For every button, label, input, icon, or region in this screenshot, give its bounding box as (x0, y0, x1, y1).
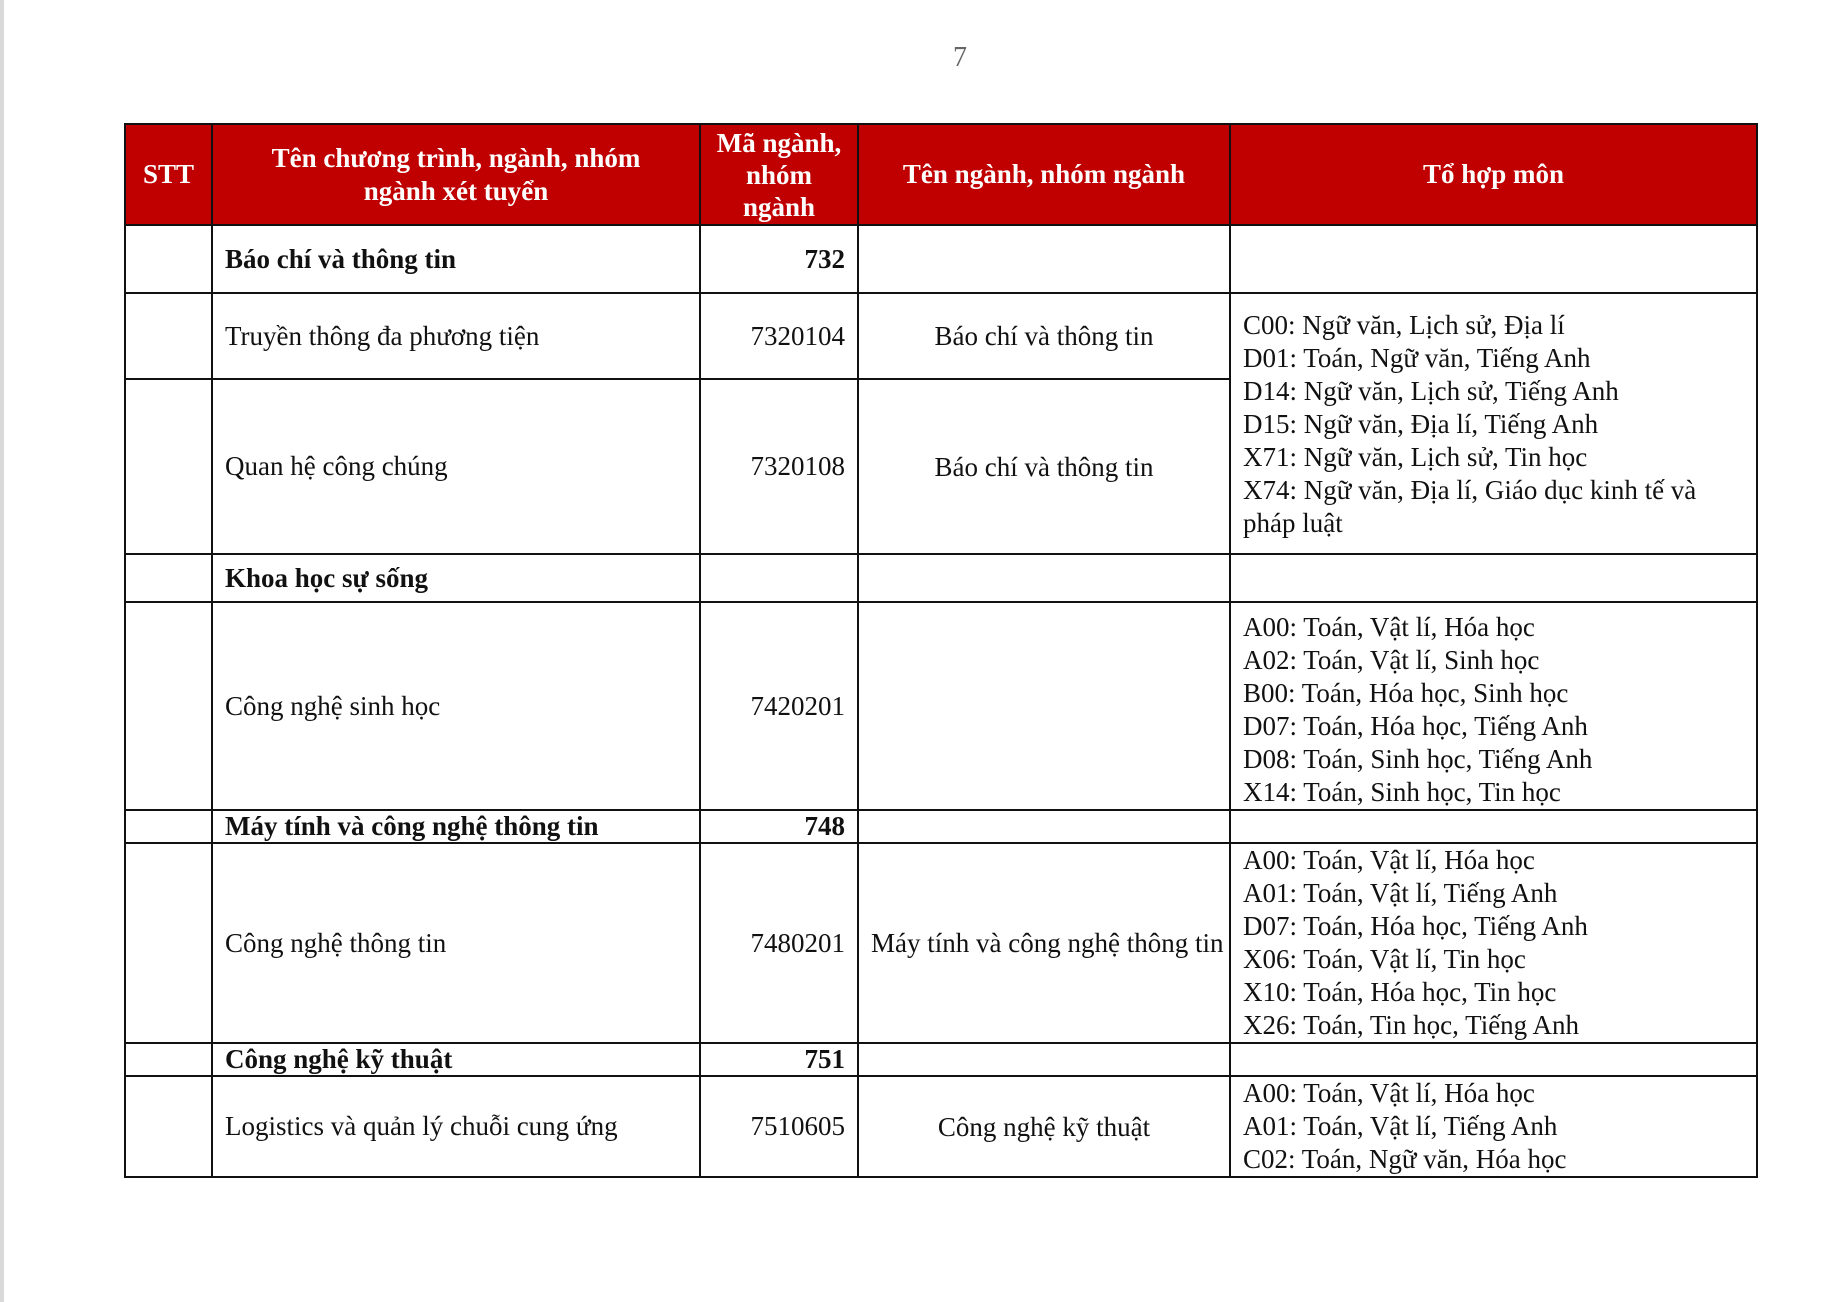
cell-group (858, 225, 1230, 293)
cell-program-name: Truyền thông đa phương tiện (212, 293, 700, 379)
cell-program-name: Máy tính và công nghệ thông tin (212, 810, 700, 843)
cell-combos (1230, 602, 1757, 810)
combo-item: X71: Ngữ văn, Lịch sử, Tin học (1243, 442, 1588, 472)
page-number: 7 (953, 42, 967, 73)
cell-code: 7320104 (700, 293, 858, 379)
cell-stt (125, 843, 212, 1043)
combo-item: A00: Toán, Vật lí, Hóa học (1243, 1078, 1535, 1108)
combo-item: X26: Toán, Tin học, Tiếng Anh (1243, 1010, 1579, 1040)
cell-code: 7320108 (700, 379, 858, 554)
combo-item: X14: Toán, Sinh học, Tin học (1243, 777, 1561, 807)
combo-item: B00: Toán, Hóa học, Sinh học (1243, 678, 1569, 708)
cell-group (858, 554, 1230, 602)
combo-item: X06: Toán, Vật lí, Tin học (1243, 944, 1526, 974)
header-code-line2: nhóm (745, 159, 813, 190)
cell-code: 748 (700, 810, 858, 843)
cell-stt (125, 810, 212, 843)
combo-item: D15: Ngữ văn, Địa lí, Tiếng Anh (1243, 409, 1599, 439)
admission-table (124, 123, 1758, 1178)
combo-item: A00: Toán, Vật lí, Hóa học (1243, 845, 1535, 875)
header-program (212, 124, 700, 225)
table-row (125, 602, 1757, 810)
table-row (125, 1076, 1757, 1177)
cell-program-name: Khoa học sự sống (212, 554, 700, 602)
combo-item: D08: Toán, Sinh học, Tiếng Anh (1243, 744, 1593, 774)
cell-stt (125, 602, 212, 810)
combo-item: A00: Toán, Vật lí, Hóa học (1243, 612, 1535, 642)
cell-code: 732 (700, 225, 858, 293)
cell-combos (1230, 1043, 1757, 1076)
combo-item: D07: Toán, Hóa học, Tiếng Anh (1243, 711, 1588, 741)
table-row-category (125, 810, 1757, 843)
combo-item: A01: Toán, Vật lí, Tiếng Anh (1243, 878, 1558, 908)
cell-code (700, 554, 858, 602)
cell-code: 751 (700, 1043, 858, 1076)
table-row (125, 843, 1757, 1043)
cell-program-name: Logistics và quản lý chuỗi cung ứng (212, 1076, 700, 1177)
table-row-category (125, 554, 1757, 602)
cell-group: Máy tính và công nghệ thông tin (858, 843, 1230, 1043)
cell-stt (125, 379, 212, 554)
cell-program-name: Quan hệ công chúng (212, 379, 700, 554)
header-group: Tên ngành, nhóm ngành (858, 124, 1230, 225)
header-combos: Tổ hợp môn (1230, 124, 1757, 225)
table-row (125, 293, 1757, 379)
cell-program-name: Công nghệ kỹ thuật (212, 1043, 700, 1076)
combo-item: C02: Toán, Ngữ văn, Hóa học (1243, 1144, 1567, 1174)
combo-item: A01: Toán, Vật lí, Tiếng Anh (1243, 1111, 1558, 1141)
cell-program-name: Báo chí và thông tin (212, 225, 700, 293)
cell-stt (125, 293, 212, 379)
combo-item: A02: Toán, Vật lí, Sinh học (1243, 645, 1540, 675)
cell-group (858, 602, 1230, 810)
cell-group (858, 810, 1230, 843)
combo-item: D14: Ngữ văn, Lịch sử, Tiếng Anh (1243, 376, 1619, 406)
cell-combos (1230, 843, 1757, 1043)
cell-combos (1230, 225, 1757, 293)
cell-program-name: Công nghệ sinh học (212, 602, 700, 810)
cell-combos (1230, 810, 1757, 843)
cell-stt (125, 1043, 212, 1076)
header-program-line2: ngành xét tuyển (363, 175, 549, 206)
cell-program-name: Công nghệ thông tin (212, 843, 700, 1043)
cell-stt (125, 554, 212, 602)
header-code (700, 124, 858, 225)
cell-group: Báo chí và thông tin (858, 379, 1230, 554)
header-program-line1: Tên chương trình, ngành, nhóm (271, 142, 641, 173)
cell-group: Công nghệ kỹ thuật (858, 1076, 1230, 1177)
page-edge (0, 0, 4, 1302)
cell-stt (125, 225, 212, 293)
header-code-line3: ngành (742, 191, 816, 222)
cell-combos (1230, 554, 1757, 602)
combo-item: X74: Ngữ văn, Địa lí, Giáo dục kinh tế và pháp luật (1243, 475, 1697, 538)
header-stt: STT (125, 124, 212, 225)
cell-combos (1230, 1076, 1757, 1177)
table-row-category (125, 225, 1757, 293)
cell-code: 7480201 (700, 843, 858, 1043)
cell-stt (125, 1076, 212, 1177)
table-header-row (125, 124, 1757, 225)
combo-item: C00: Ngữ văn, Lịch sử, Địa lí (1243, 310, 1565, 340)
cell-code: 7510605 (700, 1076, 858, 1177)
combo-item: X10: Toán, Hóa học, Tin học (1243, 977, 1557, 1007)
cell-code: 7420201 (700, 602, 858, 810)
cell-combos-shared (1230, 293, 1757, 554)
combo-item: D01: Toán, Ngữ văn, Tiếng Anh (1243, 343, 1591, 373)
cell-group (858, 1043, 1230, 1076)
combo-item: D07: Toán, Hóa học, Tiếng Anh (1243, 911, 1588, 941)
cell-group: Báo chí và thông tin (858, 293, 1230, 379)
header-code-line1: Mã ngành, (716, 127, 842, 158)
table-row-category (125, 1043, 1757, 1076)
